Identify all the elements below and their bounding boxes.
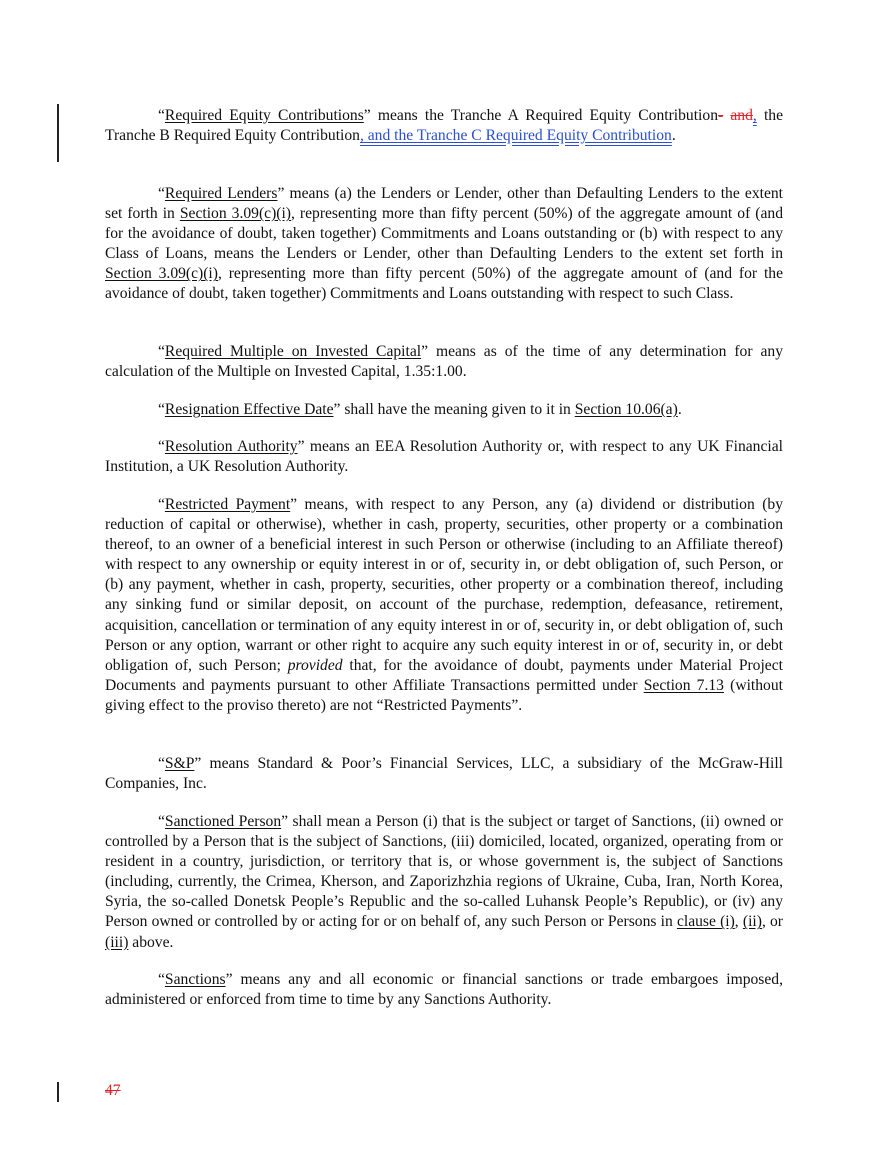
definition-text: ,: [734, 913, 743, 931]
definition-sanctioned-person: [105, 812, 783, 953]
defined-term: Sanctioned Person: [164, 813, 282, 830]
definition-text: .: [671, 127, 676, 145]
definition-text: ” means the Tranche A Required Equity Contribution: [363, 107, 718, 124]
definition-text: ” means any and all economic or financial sanctions or trade embargoes imposed, administered or enforced from time to time by any Sanctions Authority.: [105, 971, 783, 1009]
open-quote: “: [158, 813, 165, 830]
change-bar-footer: [57, 1082, 59, 1102]
open-quote: “: [158, 185, 165, 202]
defined-term: Resolution Authority: [164, 438, 298, 455]
definition-text: the Tranche B Required Equity Contribution: [105, 107, 784, 145]
defined-term: Resignation Effective Date: [164, 401, 334, 418]
definition-text: , or: [761, 913, 784, 931]
change-bar: [57, 104, 59, 162]
definition-text: .: [677, 401, 682, 418]
open-quote: “: [158, 971, 165, 988]
definition-text: ” means, with respect to any Person, any (a) dividend or distribution (by reduction of capital or otherwise), whether in cash, property, securities, other property or a combination thereof, to an owner of a beneficial interest in such Person or otherwise (including to an Affiliate thereof) with respect to any ownership or equity interest in or of, security in, or debt obligation of, such Person, or (b) any payment, whether in cash, property, securities, other property or a combination thereof, including any sinking fund or similar deposit, on account of the purchase, redemption, defeasance, retirement, acquisition, cancellation or termination of any equity interest in or of, security in, or debt obligation of, such Person or any option, warrant or other right to acquire any such equity interest in or of, security in, or debt obligation of, such Person;: [105, 496, 783, 674]
open-quote: “: [158, 401, 165, 418]
clause-reference: (ii): [742, 913, 762, 931]
definition-text: ” means as of the time of any determination for any calculation of the Multiple on Invested Capital, 1.35:1.00.: [105, 343, 784, 381]
definition-text: above.: [128, 933, 174, 951]
definition-text: that, for the avoidance of doubt, payments under Material Project Documents and payments pursuant to other Affiliate Transactions permitted under: [105, 656, 783, 694]
defined-term: Required Lenders: [164, 185, 278, 202]
open-quote: “: [158, 496, 165, 513]
clause-reference: clause (i): [676, 913, 735, 931]
definition-sanctions: [105, 970, 783, 1010]
open-quote: “: [158, 107, 165, 124]
definition-resolution-authority: [105, 437, 783, 477]
definition-s-and-p: [105, 754, 783, 794]
definition-text: ” shall have the meaning given to it in: [333, 401, 575, 418]
section-reference: Section 3.09(c)(i): [105, 265, 218, 283]
emphasis-text: provided: [287, 656, 343, 674]
definition-text: ” shall mean a Person (i) that is the subject or target of Sanctions, (ii) owned or controlled by a Person that is the subject of Sanctions, (iii) domiciled, located, organized, operating from or resident in a country, jurisdiction, or territory that is, or whose government is, the subject of Sanctions (including, currently, the Crimea, Kherson, and Zaporizhzhia regions of Ukraine, Cuba, Iran, North Korea, Syria, the so-called Donetsk People’s Republic and the so-called Luhansk People’s Republic), or (iv) any Person owned or controlled by or acting for or on behalf of, any such Person or Persons in: [105, 813, 783, 931]
definition-text: ” means an EEA Resolution Authority or, with respect to any UK Financial Institution, a UK Resolution Authority.: [105, 438, 783, 476]
deleted-text: and: [730, 107, 753, 124]
section-reference: Section 7.13: [643, 676, 724, 694]
section-reference: Section 10.06(a): [574, 401, 678, 418]
defined-term: Restricted Payment: [164, 496, 291, 513]
inserted-text: , and the Tranche C Required Equity Contribution: [359, 127, 672, 145]
open-quote: “: [158, 343, 165, 360]
defined-term: Required Multiple on Invested Capital: [164, 343, 422, 360]
inserted-text: ,: [752, 107, 757, 124]
definition-text: , representing more than fifty percent (50%) of the aggregate amount of (and for the avoidance of doubt, taken together) Commitments and Loans outstanding or (b) with respect to any Class of Loans, means the Lenders or Lender, other than Defaulting Lenders to the extent set forth in: [105, 205, 783, 263]
defined-term: Sanctions: [164, 971, 226, 988]
clause-reference: (iii): [105, 933, 129, 951]
definition-text: ” means (a) the Lenders or Lender, other than Defaulting Lenders to the extent set forth in: [105, 185, 783, 223]
definition-text: (without giving effect to the proviso thereto) are not “Restricted Payments”.: [105, 676, 783, 714]
definition-text: , representing more than fifty percent (50%) of the aggregate amount of (and for the avoidance of doubt, taken together) Commitments and Loans outstanding with respect to such Class.: [105, 265, 783, 303]
definition-restricted-payment: [105, 495, 783, 716]
definition-resignation-effective-date: [105, 400, 783, 420]
open-quote: “: [158, 755, 165, 772]
defined-term: Required Equity Contributions: [164, 107, 364, 124]
definition-required-multiple: [105, 342, 783, 382]
defined-term: S&P: [164, 755, 195, 772]
definition-required-lenders: [105, 184, 783, 305]
definition-text: ” means Standard & Poor’s Financial Services, LLC, a subsidiary of the McGraw-Hill Companies, Inc.: [105, 755, 783, 793]
definition-required-equity-contributions: [105, 106, 783, 146]
open-quote: “: [158, 438, 165, 455]
deleted-text: -: [718, 107, 724, 124]
page-number: 47: [105, 1082, 121, 1099]
section-reference: Section 3.09(c)(i): [179, 205, 291, 223]
